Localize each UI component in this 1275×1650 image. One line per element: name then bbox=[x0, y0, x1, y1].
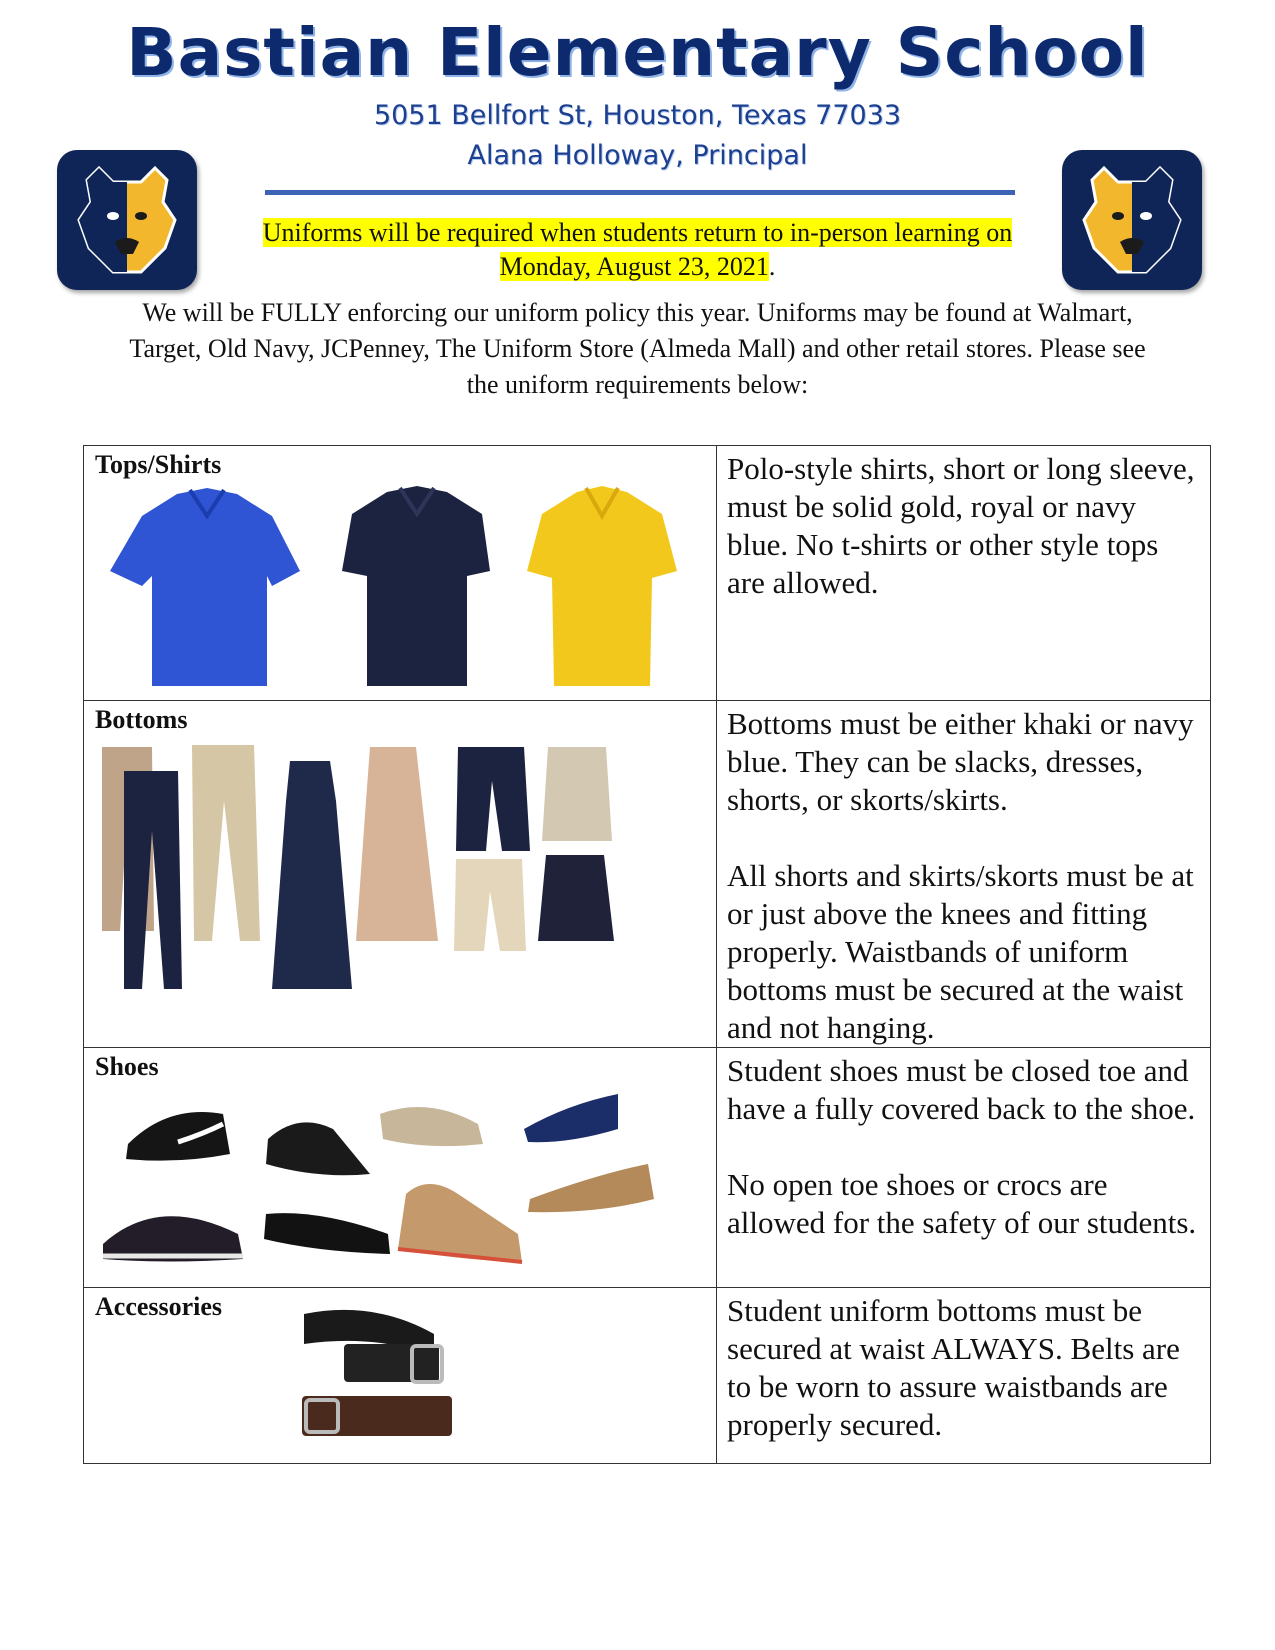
intro-paragraph: We will be FULLY enforcing our uniform policy this year. Uniforms may be found at Walmart, Target, Old Navy, JCPenney, The Uniform Store (Almeda Mall) and other retail stores. Please see the uniform requirements below: bbox=[129, 298, 1146, 399]
royal-polo-shirt bbox=[110, 488, 300, 686]
gold-polo-shirt bbox=[527, 486, 677, 686]
school-address: 5051 Bellfort St, Houston, Texas 77033 bbox=[373, 100, 902, 131]
shoes-text-2: No open toe shoes or crocs are allowed for the safety of our students. bbox=[727, 1167, 1197, 1240]
category-label: Bottoms bbox=[95, 705, 188, 734]
navy-jumper-dress bbox=[272, 761, 352, 989]
black-sneaker-1 bbox=[126, 1112, 230, 1161]
uniform-requirements-table bbox=[83, 445, 1211, 1464]
accessories-image-cell bbox=[84, 1288, 717, 1464]
navy-flat bbox=[524, 1094, 618, 1142]
principal-name: Alana Holloway, Principal bbox=[467, 140, 808, 171]
notice-period: . bbox=[768, 252, 776, 281]
table-row-tops bbox=[84, 446, 1211, 701]
category-label: Tops/Shirts bbox=[95, 450, 222, 479]
category-label: Accessories bbox=[95, 1292, 223, 1321]
shoes-image-cell bbox=[84, 1048, 717, 1288]
tops-image-cell bbox=[84, 446, 717, 701]
bottoms-text-1: Bottoms must be either khaki or navy blue. They can be slacks, dresses, shorts, or skorts/skirts. bbox=[727, 706, 1194, 817]
category-label: Shoes bbox=[95, 1052, 159, 1081]
bottoms-text-2: All shorts and skirts/skorts must be at or just above the knees and fitting properly. Waistbands of uniform bottoms must be secured at the waist and not hanging. bbox=[727, 858, 1194, 1045]
tops-description: Polo-style shirts, short or long sleeve, must be solid gold, royal or navy blue. No t-shirts or other style tops are allowed. bbox=[717, 446, 1211, 701]
shoes-image bbox=[98, 1084, 708, 1284]
navy-skort bbox=[538, 855, 614, 941]
bear-logo-right bbox=[1062, 150, 1202, 290]
khaki-pants bbox=[192, 745, 260, 941]
table-row-bottoms bbox=[84, 701, 1211, 1048]
khaki-jumper-dress bbox=[356, 747, 438, 941]
boat-shoe bbox=[380, 1107, 483, 1146]
school-title: Bastian Elementary School bbox=[126, 14, 1149, 91]
header-divider bbox=[265, 190, 1015, 195]
khaki-skirt bbox=[542, 747, 612, 841]
shoes-text-1: Student shoes must be closed toe and have a fully covered back to the shoe. bbox=[727, 1053, 1196, 1126]
navy-polo-shirt bbox=[342, 486, 490, 686]
polo-shirts-image bbox=[102, 476, 712, 696]
table-row-shoes bbox=[84, 1048, 1211, 1288]
bear-logo-left bbox=[57, 150, 197, 290]
table-row-accessories bbox=[84, 1288, 1211, 1464]
return-notice bbox=[205, 216, 1070, 284]
accessories-description: Student uniform bottoms must be secured at waist ALWAYS. Belts are to be worn to assure waistbands are properly secured. bbox=[717, 1288, 1211, 1464]
black-sneaker-2 bbox=[266, 1122, 370, 1175]
belts-image bbox=[294, 1304, 454, 1454]
bottoms-image bbox=[94, 741, 709, 1021]
loafer bbox=[528, 1164, 654, 1212]
khaki-shorts bbox=[454, 859, 526, 951]
navy-shorts bbox=[456, 747, 530, 851]
notice-highlight-date: Monday, August 23, 2021 bbox=[499, 252, 769, 281]
bottoms-image-cell bbox=[84, 701, 717, 1048]
shoes-description bbox=[717, 1048, 1211, 1288]
bottoms-description bbox=[717, 701, 1211, 1048]
black-flat bbox=[264, 1213, 390, 1254]
notice-highlight-line1: Uniforms will be required when students return to in-person learning on bbox=[262, 218, 1013, 247]
